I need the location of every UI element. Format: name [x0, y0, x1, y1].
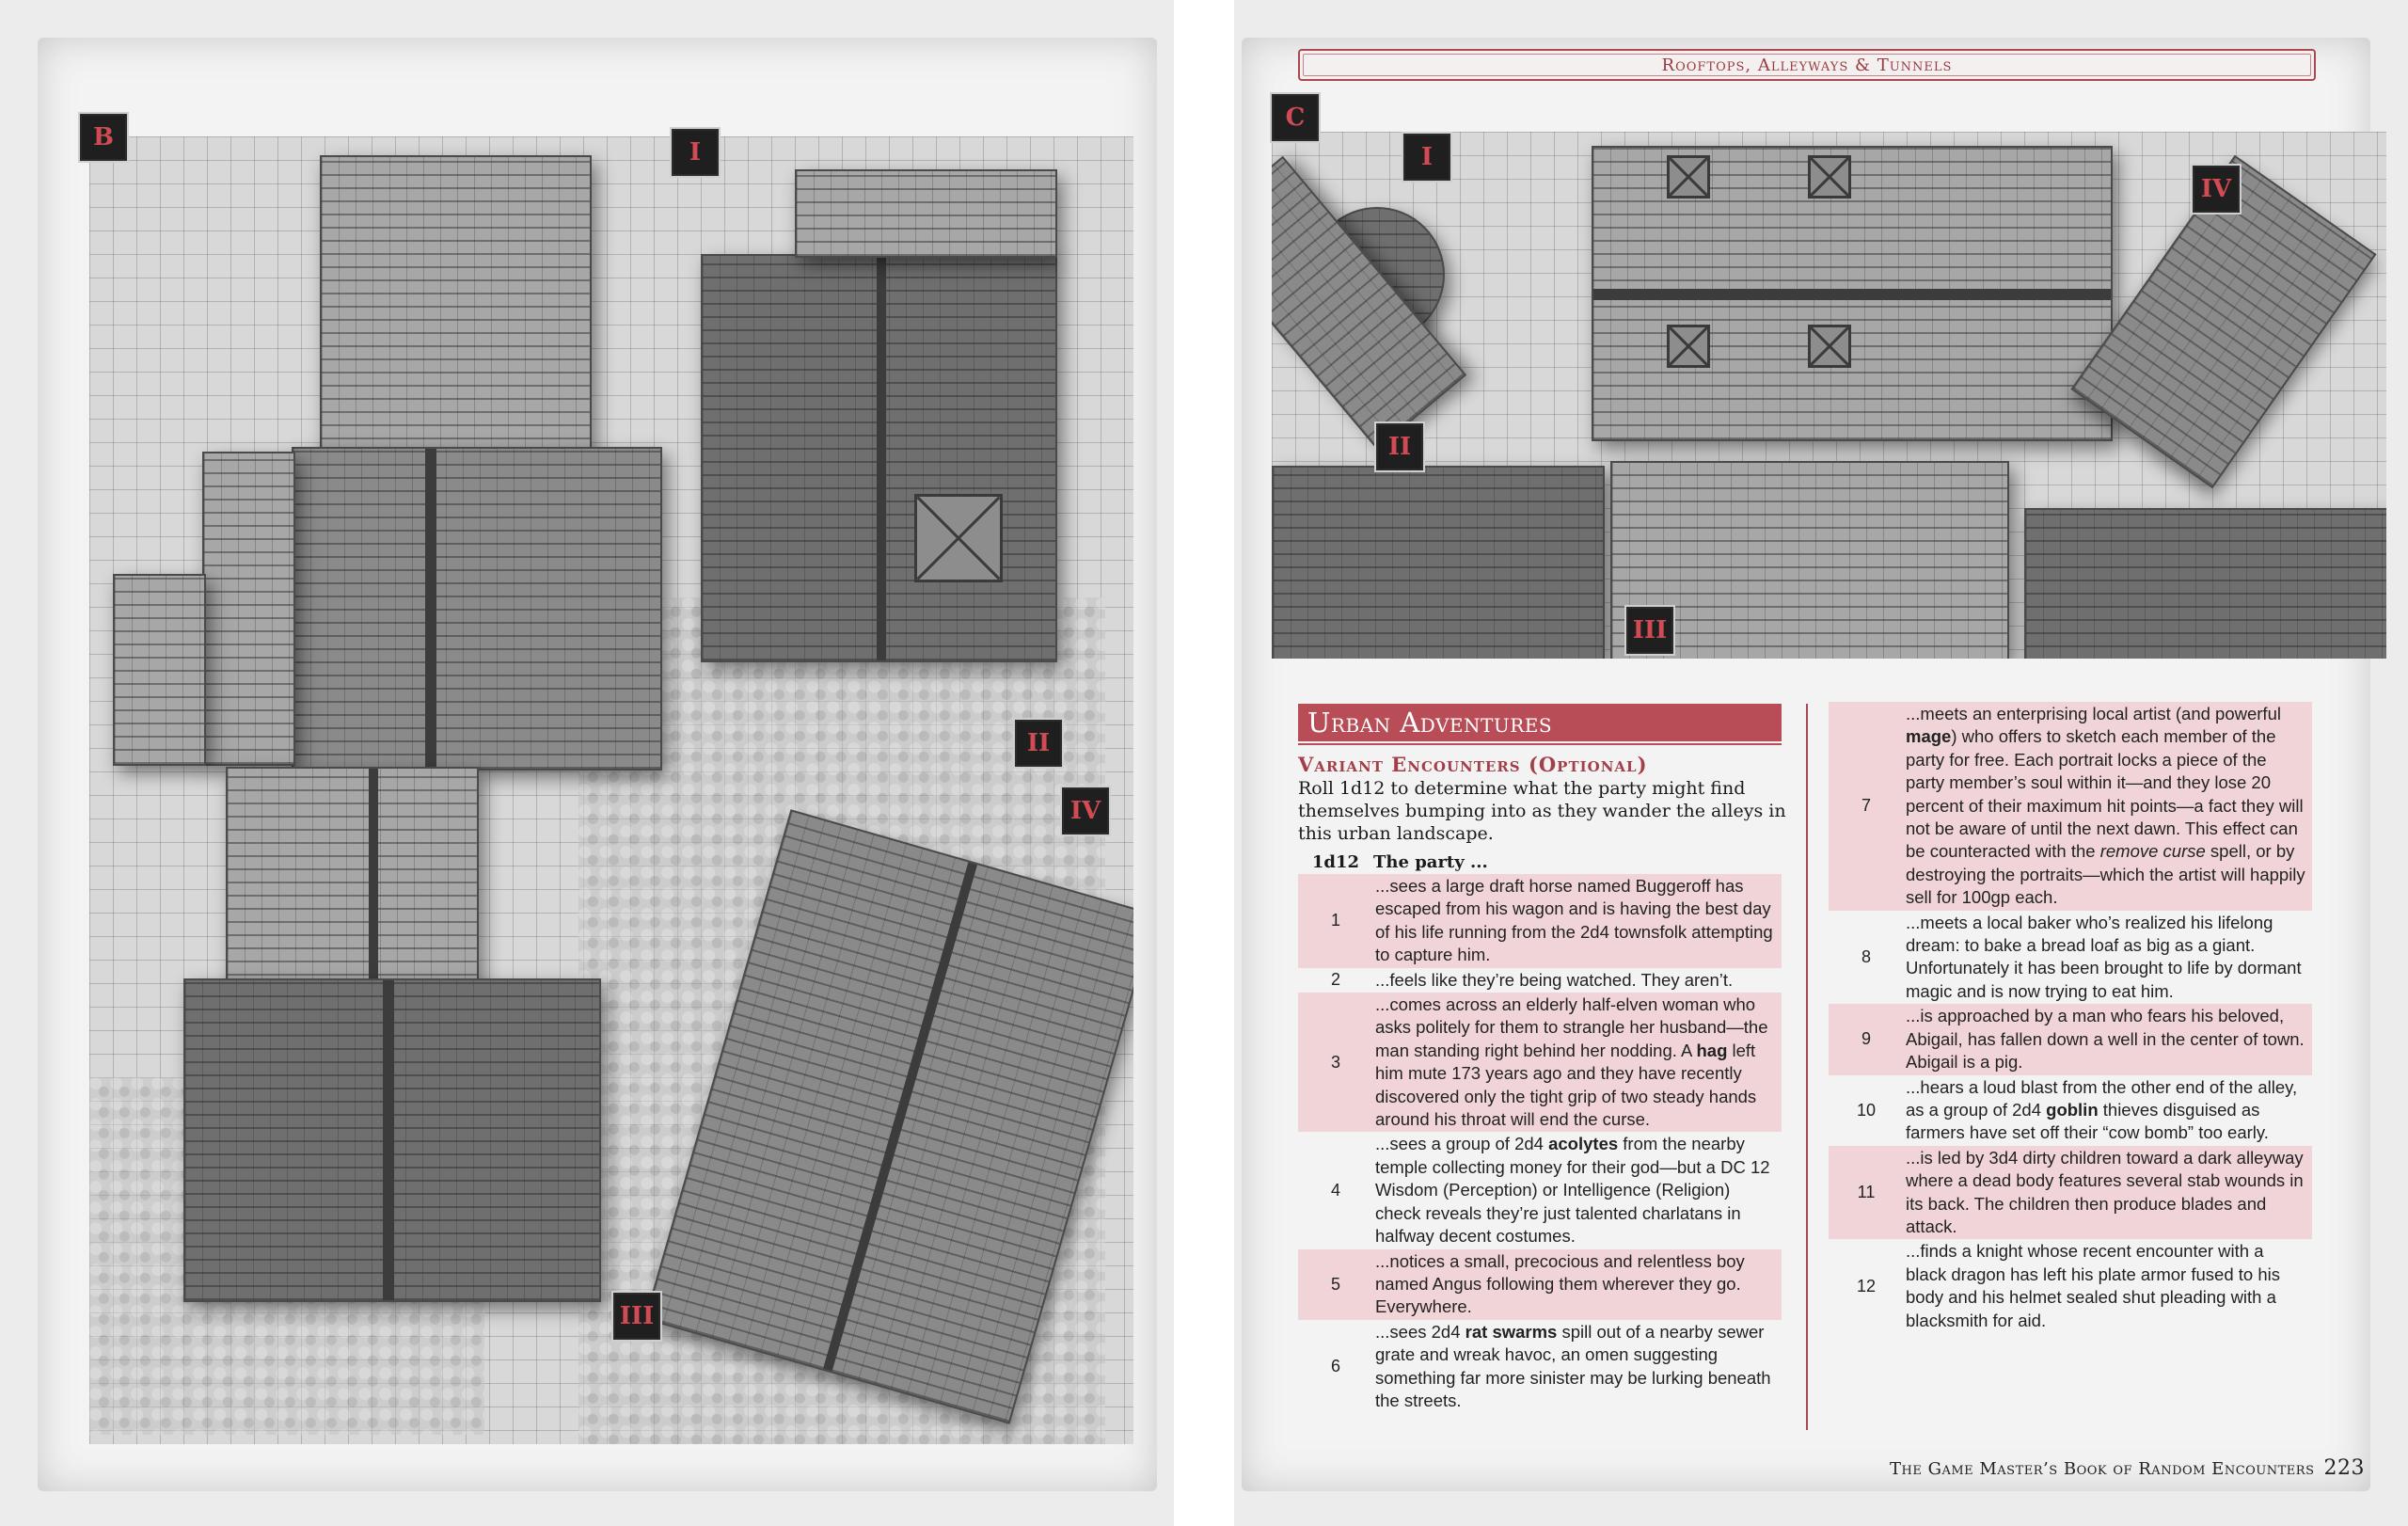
- courtyard: [202, 452, 295, 766]
- encounter-text: ...sees a large draft horse named Buggeroff has escaped from his wagon and is having the best day of his life running from the 2d4 townsfolk attempting to capture him.: [1375, 876, 1773, 965]
- encounter-text: ...is led by 3d4 dirty children toward a dark alleyway where a dead body features several stab wounds in its back. The children then produce blades and attack.: [1906, 1147, 2304, 1236]
- table-row: [1829, 1146, 2312, 1240]
- section-title: Urban Adventures: [1298, 704, 1782, 741]
- table-row: [1298, 1249, 1782, 1320]
- map-marker-iii: III: [613, 1293, 660, 1340]
- roll-number: 7: [1861, 796, 1871, 816]
- table-row: [1298, 968, 1782, 993]
- encounter-text: ...is approached by a man who fears his beloved, Abigail, has fallen down a well in the center of town. Abigail is a pig.: [1906, 1006, 2305, 1073]
- map-label-c: C: [1272, 94, 1319, 141]
- roll-number: 6: [1330, 1357, 1340, 1376]
- map-marker-i: I: [672, 129, 719, 176]
- table-body: [1298, 874, 1782, 1413]
- table-row: [1298, 1320, 1782, 1414]
- table-row: [1298, 874, 1782, 968]
- column-divider: [1806, 704, 1808, 1430]
- map-marker-ii: II: [1376, 423, 1423, 470]
- roll-number: 11: [1857, 1183, 1876, 1202]
- table-row: [1298, 993, 1782, 1132]
- left-page: [0, 0, 1174, 1526]
- map-marker-i: I: [1403, 134, 1450, 181]
- roof-small-annex: [113, 574, 206, 766]
- table-row: [1829, 702, 2312, 911]
- book-gutter: [1174, 0, 1234, 1526]
- intro-paragraph: Roll 1d12 to determine what the party might find themselves bumping into as they wander the alleys in this urban landscape.: [1298, 778, 1786, 844]
- encounter-text: ...finds a knight whose recent encounter with a black dragon has left his plate armor fused to his body and his helmet sealed shut pleading with a blacksmith for aid.: [1906, 1241, 2280, 1330]
- encounter-text: ...notices a small, precocious and relentless boy named Angus following them wherever they go. Everywhere.: [1375, 1250, 1745, 1317]
- subhead: Variant Encounters (Optional): [1298, 753, 1648, 776]
- skylight-icon: [1808, 325, 1851, 368]
- roof-lower-left-building: [1272, 466, 1605, 659]
- table-row: [1829, 1004, 2312, 1074]
- encounter-text: ...meets a local baker who’s realized his lifelong dream: to bake a bread loaf as big as a giant. Unfortunately it has been brought to life by dormant magic and is now trying to eat him.: [1906, 912, 2302, 1001]
- page-number: 223: [2323, 1456, 2365, 1480]
- roof-bottom-left-building: [183, 978, 601, 1302]
- map-marker-iv: IV: [2193, 166, 2240, 213]
- table-row: [1829, 1239, 2312, 1333]
- map-marker-ii: II: [1015, 720, 1062, 767]
- roof-ridge: [877, 256, 886, 660]
- roof-ridge: [383, 980, 394, 1300]
- roof-ridge: [823, 862, 977, 1371]
- encounter-text: ...meets an enterprising local artist (and powerful mage) who offers to sketch each member of the party for free. Each portrait locks a piece of the party member’s soul within it—and they lose 20 percent of their maximum hit points—a fact they will not be aware of until the next dawn. This effect can be counteracted with the remove curse spell, or by destroying the portraits—which the artist will happily sell for 100gp each.: [1906, 704, 2305, 908]
- table-row: [1298, 1132, 1782, 1248]
- roll-number: 4: [1330, 1180, 1340, 1200]
- encounter-text: ...feels like they’re being watched. They aren’t.: [1375, 969, 1734, 990]
- map-marker-iv: IV: [1062, 787, 1109, 835]
- roll-number: 10: [1856, 1100, 1877, 1120]
- map-b: [89, 136, 1133, 1444]
- roll-number: 8: [1861, 946, 1871, 966]
- table-header-die: 1d12: [1311, 851, 1360, 872]
- encounter-text: ...comes across an elderly half-elven woman who asks politely for them to strangle her husband—the man standing right behind her nodding. A hag left him mute 173 years ago and they have recently discovered only the tight grip of two steady hands around his throat will end the curse.: [1375, 994, 1768, 1130]
- roof-lower-right-building: [2024, 508, 2386, 659]
- skylight-icon: [1667, 325, 1710, 368]
- table-header: [1298, 850, 1782, 874]
- skylight-icon: [1667, 155, 1710, 199]
- encounter-text: ...sees a group of 2d4 acolytes from the nearby temple collecting money for their god—but a DC 12 Wisdom (Perception) or Intelligence (Religion) check reveals they’re just talented charlatans in halfway decent costumes.: [1375, 1134, 1770, 1247]
- encounter-table-part-2: [1829, 702, 2312, 1333]
- encounter-table-part-1: [1298, 850, 1782, 1413]
- roof-ridge: [1593, 289, 2111, 300]
- encounter-text: ...sees 2d4 rat swarms spill out of a nearby sewer grate and wreak havoc, an omen suggesting something far more sinister may be lurking beneath the streets.: [1375, 1321, 1771, 1410]
- roof-thatched-strip: [795, 169, 1057, 258]
- encounter-text: ...hears a loud blast from the other end of the alley, as a group of 2d4 goblin thieves disguised as farmers have set off their “cow bomb” too early.: [1906, 1076, 2298, 1143]
- roll-number: 9: [1861, 1029, 1871, 1049]
- page-footer: [1890, 1456, 2365, 1480]
- roof-ridge: [425, 449, 436, 769]
- table-body: [1829, 702, 2312, 1333]
- roll-number: 5: [1330, 1274, 1340, 1294]
- table-header-result: The party ...: [1373, 851, 1488, 872]
- roll-number: 1: [1330, 911, 1340, 930]
- roll-number: 3: [1330, 1052, 1340, 1072]
- skylight-icon: [1808, 155, 1851, 199]
- map-marker-iii: III: [1626, 607, 1673, 654]
- table-row: [1829, 911, 2312, 1005]
- footer-book-title: The Game Master’s Book of Random Encounters: [1890, 1459, 2315, 1479]
- table-row: [1829, 1075, 2312, 1146]
- roll-number: 2: [1330, 970, 1340, 990]
- crate-icon: [914, 494, 1003, 582]
- map-label-b: B: [80, 114, 127, 161]
- roll-number: 12: [1856, 1276, 1877, 1296]
- roof-central-building: [292, 447, 662, 771]
- running-head: Rooftops, Alleyways & Tunnels: [1298, 49, 2316, 81]
- roof-right-building: [701, 254, 1057, 662]
